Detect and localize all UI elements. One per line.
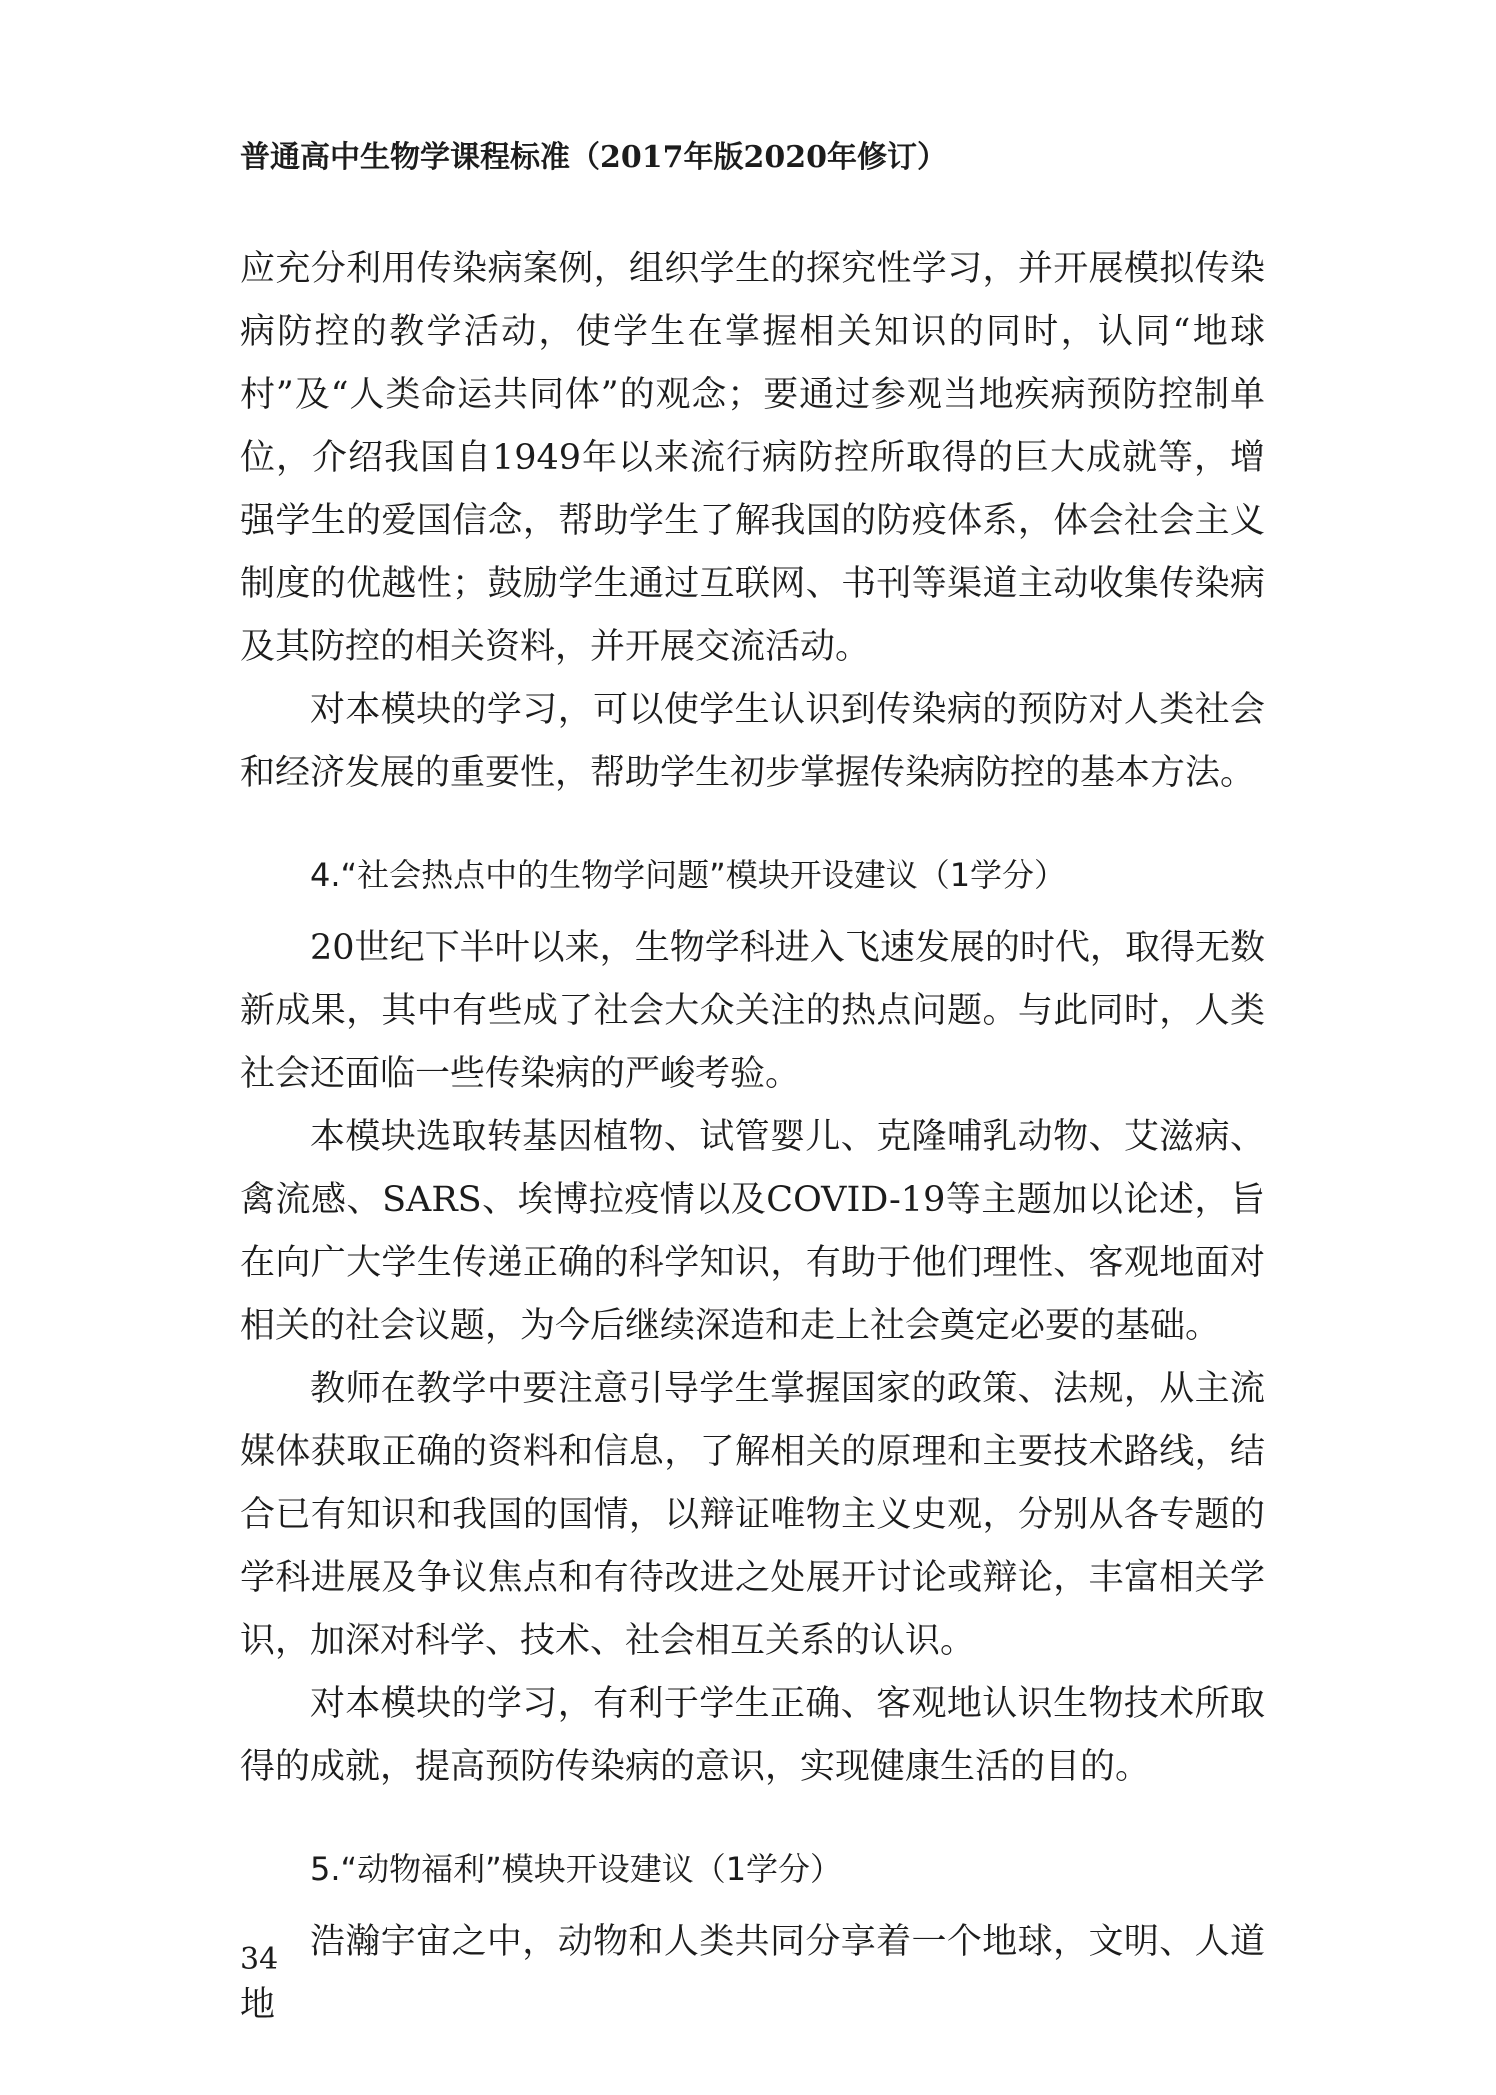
paragraph: 本模块选取转基因植物、试管婴儿、克隆哺乳动物、艾滋病、禽流感、SARS、埃博拉疫情以及COVID-19等主题加以论述，旨在向广大学生传递正确的科学知识，有助于他们理性、客观地面对相关的社会议题，为今后继续深造和走上社会奠定必要的基础。 bbox=[240, 1117, 1265, 1346]
paragraph: 对本模块的学习，有利于学生正确、客观地认识生物技术所取得的成就，提高预防传染病的意识，实现健康生活的目的。 bbox=[240, 1684, 1265, 1787]
paragraph: 浩瀚宇宙之中，动物和人类共同分享着一个地球，文明、人道地 bbox=[240, 1922, 1265, 2025]
paragraph: 20世纪下半叶以来，生物学科进入飞速发展的时代，取得无数新成果，其中有些成了社会大众关注的热点问题。与此同时，人类社会还面临一些传染病的严峻考验。 bbox=[240, 928, 1265, 1094]
section-heading-5: 5.“动物福利”模块开设建议（1学分） bbox=[310, 1850, 843, 1888]
paragraph: 教师在教学中要注意引导学生掌握国家的政策、法规，从主流媒体获取正确的资料和信息，了解相关的原理和主要技术路线，结合已有知识和我国的国情，以辩证唯物主义史观，分别从各专题的学科进展及争议焦点和有待改进之处展开讨论或辩论，丰富相关学识，加深对科学、技术、社会相互关系的认识。 bbox=[240, 1369, 1265, 1661]
page-number: 34 bbox=[240, 1942, 279, 1977]
running-header: 普通高中生物学课程标准（2017年版2020年修订） bbox=[240, 140, 947, 175]
body-content bbox=[240, 238, 1265, 2037]
section-heading-4: 4.“社会热点中的生物学问题”模块开设建议（1学分） bbox=[310, 856, 1067, 894]
paragraph: 对本模块的学习，可以使学生认识到传染病的预防对人类社会和经济发展的重要性，帮助学生初步掌握传染病防控的基本方法。 bbox=[240, 690, 1265, 793]
paragraph-continuation: 应充分利用传染病案例，组织学生的探究性学习，并开展模拟传染病防控的教学活动，使学生在掌握相关知识的同时，认同“地球村”及“人类命运共同体”的观念；要通过参观当地疾病预防控制单位，介绍我国自1949年以来流行病防控所取得的巨大成就等，增强学生的爱国信念，帮助学生了解我国的防疫体系，体会社会主义制度的优越性；鼓励学生通过互联网、书刊等渠道主动收集传染病及其防控的相关资料，并开展交流活动。 bbox=[240, 249, 1265, 667]
